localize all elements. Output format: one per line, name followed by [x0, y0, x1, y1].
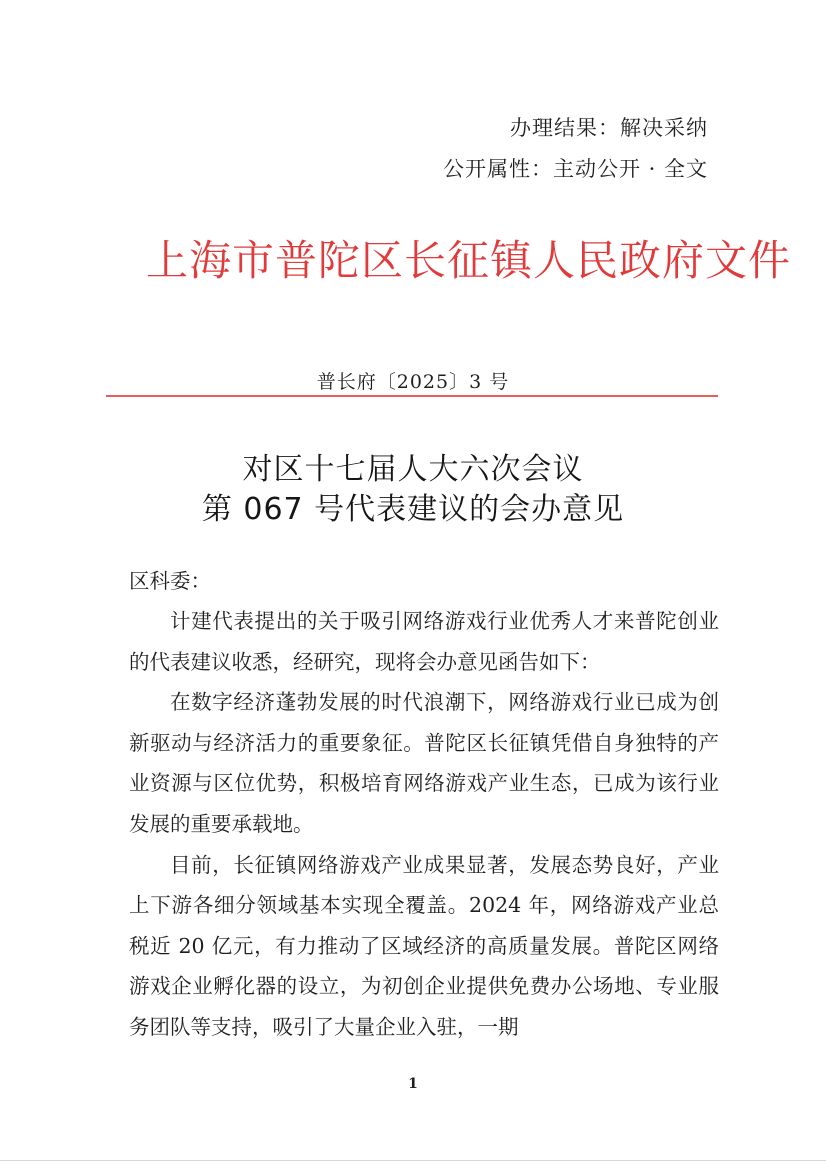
disclosure-attribute: 公开属性：主动公开 · 全文 [442, 157, 708, 181]
handling-result: 办理结果：解决采纳 [510, 116, 708, 140]
paragraph-1: 计建代表提出的关于吸引网络游戏行业优秀人才来普陀创业的代表建议收悉，经研究，现将会办意见函告如下： [129, 609, 719, 674]
paragraph-3: 目前，长征镇网络游戏产业成果显著，发展态势良好，产业上下游各细分领域基本实现全覆盖。2024 年，网络游戏产业总税近 20 亿元，有力推动了区域经济的高质量发展。普陀区网络游戏企业孵化器的设立，为初创企业提供免费办公场地、专业服务团队等支持，吸引了大量企业入驻，一期 [129, 852, 719, 1039]
document-title-line-2: 第 067 号代表建议的会办意见 [201, 492, 625, 527]
government-document-header: 上海市普陀区长征镇人民政府文件 [146, 236, 792, 285]
paragraph-2: 在数字经济蓬勃发展的时代浪潮下，网络游戏行业已成为创新驱动与经济活力的重要象征。普陀区长征镇凭借自身独特的产业资源与区位优势，积极培育网络游戏产业生态，已成为该行业发展的重要承载地。 [129, 690, 719, 836]
page-number: 1 [408, 1076, 418, 1092]
red-divider-line [106, 395, 718, 397]
recipient: 区科委： [129, 569, 211, 593]
document-body [129, 601, 719, 1048]
document-title-line-1: 对区十七届人大六次会议 [242, 452, 584, 487]
scan-edge-line [0, 1160, 826, 1161]
document-number: 普长府〔2025〕3 号 [316, 371, 510, 393]
